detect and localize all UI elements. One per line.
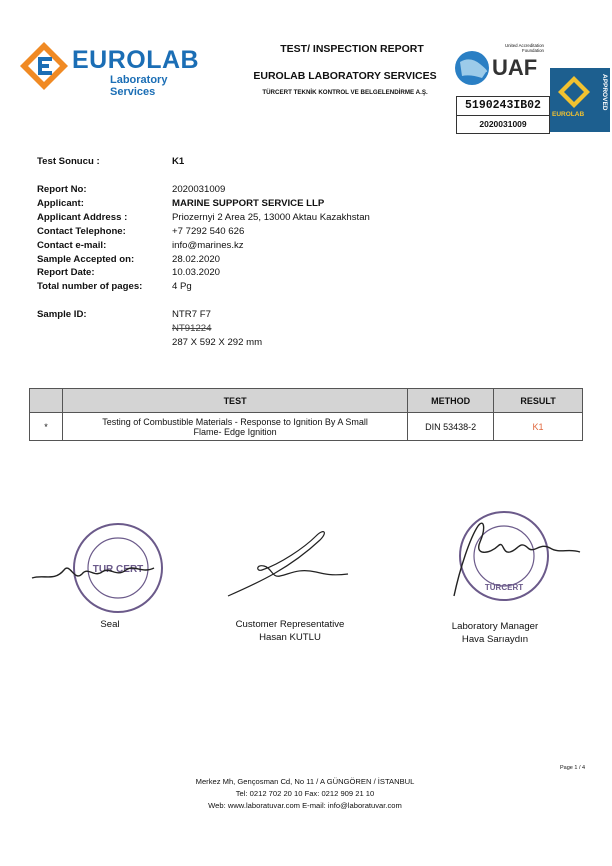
test-result-label: Test Sonucu : xyxy=(37,156,100,167)
uaf-caption: United Accreditation Foundation xyxy=(504,43,544,53)
certificate-date: 2020031009 xyxy=(479,119,527,129)
footer-web: Web: www.laboratuvar.com E-mail: info@laboratuvar.com xyxy=(208,801,402,810)
applicant-address-label: Applicant Address : xyxy=(37,212,128,223)
seal-caption: Seal xyxy=(100,619,120,630)
row-method: DIN 53438-2 xyxy=(408,413,494,441)
logo-subtitle: Laboratory Services xyxy=(110,74,168,98)
customer-rep-title: Customer Representative xyxy=(235,619,345,630)
customer-signature-icon xyxy=(220,520,360,600)
report-no-value: 2020031009 xyxy=(172,184,226,195)
sample-id-line-3: 287 X 592 X 292 mm xyxy=(172,337,263,348)
sample-id-line-2: NT91224 xyxy=(172,323,212,334)
company-name: TÜRCERT TEKNİK KONTROL VE BELGELENDİRME A.Ş. xyxy=(262,89,428,96)
customer-rep-name: Hasan KUTLU xyxy=(259,632,321,643)
accreditation-box xyxy=(456,96,550,134)
eurolab-logo xyxy=(18,40,200,98)
test-result-value: K1 xyxy=(172,156,185,167)
table-header-marker xyxy=(30,389,63,413)
sample-id-line-1: NTR7 F7 xyxy=(172,309,211,320)
eurolab-logo-mark-icon xyxy=(18,40,70,92)
row-marker: * xyxy=(30,413,63,441)
lab-manager-name: Hava Sarıaydın xyxy=(461,634,529,645)
contact-telephone-value: +7 7292 540 626 xyxy=(172,226,245,237)
test-results-table xyxy=(29,388,583,441)
page-number: Page 1 / 4 xyxy=(560,765,586,771)
sample-id-label: Sample ID: xyxy=(37,309,87,320)
svg-text:TÜRCERT: TÜRCERT xyxy=(484,583,524,592)
total-pages-value: 4 Pg xyxy=(172,281,192,292)
svg-text:TUR CERT: TUR CERT xyxy=(92,564,144,575)
footer-address: Merkez Mh, Gençosman Cd, No 11 / A GÜNGÖREN / İSTANBUL xyxy=(195,777,415,786)
report-date-label: Report Date: xyxy=(37,267,95,278)
row-test-line-1: Testing of Combustible Materials - Response to Ignition By A Small xyxy=(102,416,368,427)
table-header-method: METHOD xyxy=(408,389,494,413)
contact-email-label: Contact e-mail: xyxy=(37,240,107,251)
applicant-address-value: Priozernyi 2 Area 25, 13000 Aktau Kazakhstan xyxy=(172,212,370,223)
table-header-row xyxy=(30,389,583,413)
uaf-accreditation-logo xyxy=(452,42,544,92)
contact-telephone-label: Contact Telephone: xyxy=(37,226,126,237)
svg-text:UAF: UAF xyxy=(492,55,538,80)
report-title: TEST/ INSPECTION REPORT xyxy=(280,43,424,55)
sample-accepted-value: 28.02.2020 xyxy=(172,254,221,265)
applicant-label: Applicant: xyxy=(37,198,84,209)
sample-accepted-label: Sample Accepted on: xyxy=(37,254,135,265)
table-header-result: RESULT xyxy=(494,389,583,413)
contact-email-value: info@marines.kz xyxy=(172,240,244,251)
seal-signature-icon xyxy=(30,548,160,588)
logo-text: EUROLAB xyxy=(72,46,200,74)
applicant-value: MARINE SUPPORT SERVICE LLP xyxy=(172,198,325,209)
table-header-test: TEST xyxy=(62,389,407,413)
footer-phone: Tel: 0212 702 20 10 Fax: 0212 909 21 10 xyxy=(235,789,375,798)
certificate-number: 5190243IB02 xyxy=(457,97,549,116)
total-pages-label: Total number of pages: xyxy=(37,281,143,292)
row-result: K1 xyxy=(494,413,583,441)
lab-manager-signature-icon xyxy=(440,518,585,600)
row-test xyxy=(62,413,407,441)
approved-badge xyxy=(550,68,610,132)
row-test-line-2: Flame- Edge Ignition xyxy=(193,426,277,437)
approved-brand: EUROLAB xyxy=(552,111,585,118)
approved-text: APPROVED xyxy=(601,74,608,111)
report-date-value: 10.03.2020 xyxy=(172,267,221,278)
table-row xyxy=(30,413,583,441)
report-no-label: Report No: xyxy=(37,184,87,195)
lab-manager-title: Laboratory Manager xyxy=(451,621,539,632)
lab-name: EUROLAB LABORATORY SERVICES xyxy=(253,70,437,82)
